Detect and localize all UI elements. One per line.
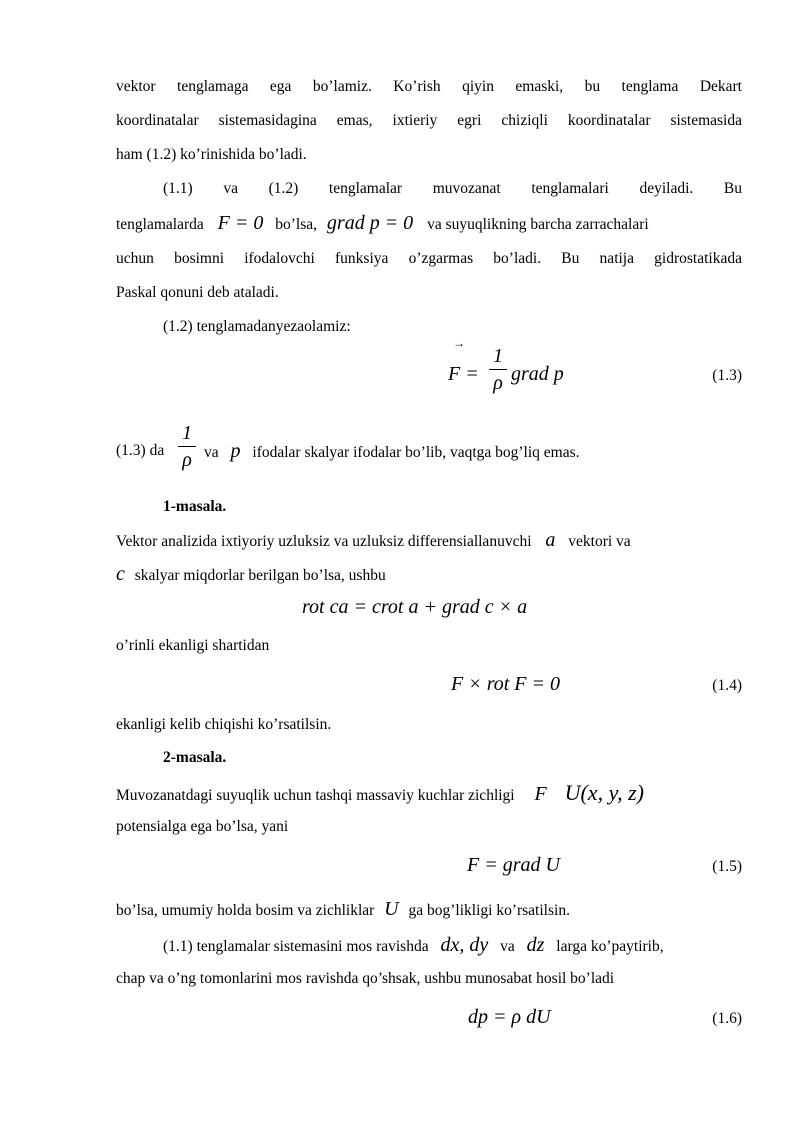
equation-lhs: F = [448, 363, 479, 385]
text-line: potensialga ega bo’lsa, yani [116, 818, 289, 835]
text-line-with-math [116, 213, 742, 235]
equation-fraction [489, 345, 507, 394]
text-fragment: (1.1) tenglamalar sistemasini mos ravishda [163, 938, 429, 955]
equation-rot: rot ca = crot a + grad c × a [302, 596, 528, 618]
math-inline: F = 0 [217, 212, 264, 234]
fraction-bar [178, 446, 196, 447]
math-inline: U [384, 898, 399, 920]
text-line: koordinatalar sistemasidagina emas, ixtieriy egri chiziqli koordinatalar sistemasida [116, 112, 742, 129]
text-line: (1.2) tenglamadanyezaolamiz: [163, 318, 351, 335]
fraction-numerator: 1 [493, 345, 503, 367]
math-inline: dz [526, 934, 545, 956]
equation-rhs: grad p [511, 363, 564, 385]
text-line-with-math [163, 935, 742, 957]
text-line-with-math [116, 899, 742, 921]
vector-arrow: → [453, 336, 465, 350]
text-fragment: Muvozanatdagi suyuqlik uchun tashqi massaviy kuchlar zichligi [116, 787, 515, 804]
fraction-denominator: ρ [182, 449, 192, 471]
equation-number: (1.4) [712, 677, 742, 694]
fraction-denominator: ρ [493, 372, 503, 394]
text-fragment: Vektor analizida ixtiyoriy uzluksiz va uzluksiz differensiallanuvchi [116, 533, 532, 550]
text-fragment: vektori va [568, 533, 631, 550]
text-line: chap va o’ng tomonlarini mos ravishda qo’shsak, ushbu munosabat hosil bo’ladi [116, 970, 615, 987]
text-fragment: va [500, 938, 515, 955]
text-line-with-math [116, 564, 742, 586]
text-fragment: bo’lsa, umumiy holda bosim va zichliklar [116, 902, 375, 919]
text-line-with-math [116, 780, 742, 806]
text-line: Paskal qonuni deb ataladi. [116, 284, 279, 301]
text-fragment: skalyar miqdorlar berilgan bo’lsa, ushbu [134, 567, 386, 584]
text-fragment: va suyuqlikning barcha zarrachalari [427, 216, 649, 233]
math-inline: dx, dy [440, 934, 489, 956]
fraction-numerator: 1 [182, 422, 192, 444]
math-inline: c [116, 563, 125, 585]
text-line: vektor tenglamaga ega bo’lamiz. Ko’rish qiyin emaski, bu tenglama Dekart [116, 78, 742, 95]
math-inline: p [230, 440, 241, 462]
math-inline: F [534, 783, 547, 805]
text-line: ekanligi kelib chiqishi ko’rsatilsin. [116, 716, 332, 733]
math-inline: grad p = 0 [326, 212, 414, 234]
text-fragment: ifodalar skalyar ifodalar bo’lib, vaqtga bog’liq emas. [252, 444, 580, 461]
equation-number: (1.5) [712, 858, 742, 875]
math-inline: a [545, 529, 556, 551]
text-fragment: ga bog’likligi ko’rsatilsin. [408, 902, 570, 919]
equation-number: (1.3) [712, 367, 742, 384]
text-line-with-math [204, 441, 742, 463]
task-heading: 2-masala. [163, 749, 227, 766]
task-heading: 1-masala. [163, 498, 227, 515]
equation-1-4: F × rot F = 0 [451, 673, 561, 695]
equation-number: (1.6) [712, 1010, 742, 1027]
text-fragment: larga ko’paytirib, [556, 938, 664, 955]
text-line: (1.1) va (1.2) tenglamalar muvozanat tenglamalari deyiladi. Bu [163, 180, 742, 197]
text-line-with-math [116, 530, 742, 552]
text-line: uchun bosimni ifodalovchi funksiya o’zgarmas bo’ladi. Bu natija gidrostatikada [116, 250, 742, 267]
inline-fraction [178, 422, 196, 471]
text-line: o’rinli ekanligi shartidan [116, 637, 270, 654]
equation-1-5: F = grad U [467, 854, 560, 876]
equation-1-6: dp = ρ dU [468, 1006, 551, 1028]
text-fragment: va [204, 444, 219, 461]
text-fragment: bo’lsa, [275, 216, 318, 233]
text-line: (1.3) da [116, 442, 165, 459]
fraction-bar [489, 369, 507, 370]
text-line: ham (1.2) ko’rinishida bo’ladi. [116, 146, 307, 163]
math-inline: U(x, y, z) [564, 780, 645, 805]
text-fragment: tenglamalarda [116, 216, 204, 233]
